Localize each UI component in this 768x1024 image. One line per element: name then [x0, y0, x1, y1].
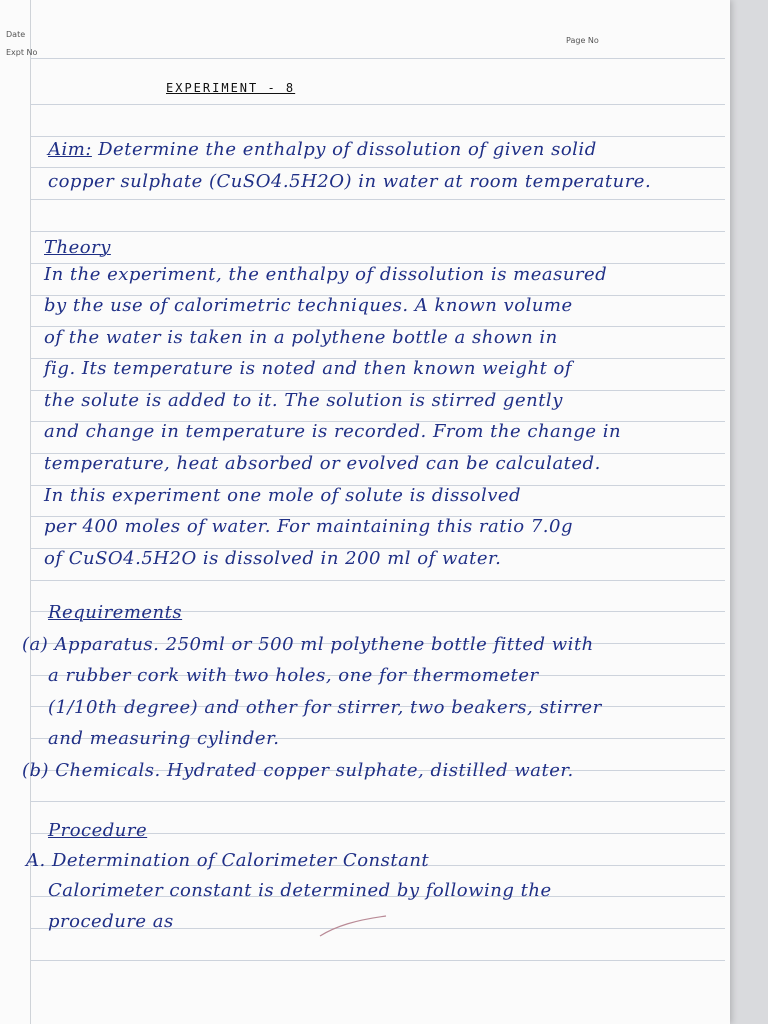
aim-line-1: Determine the enthalpy of dissolution of given solid — [98, 139, 597, 160]
rule-line — [30, 801, 725, 802]
apparatus-line: and measuring cylinder. — [48, 728, 280, 749]
apparatus-line: a rubber cork with two holes, one for thermometer — [48, 665, 539, 686]
theory-line: and change in temperature is recorded. From the change in — [44, 421, 622, 442]
procedure-subheading: A. Determination of Calorimeter Constant — [26, 850, 430, 871]
theory-line: In the experiment, the enthalpy of dissolution is measured — [44, 264, 608, 285]
apparatus-line: (1/10th degree) and other for stirrer, two beakers, stirrer — [48, 697, 602, 718]
procedure-heading: Procedure — [48, 820, 148, 841]
rule-line — [30, 960, 725, 961]
aim-line-2: copper sulphate (CuSO4.5H2O) in water at room temperature. — [48, 171, 652, 192]
date-label: Date — [6, 30, 26, 39]
theory-line: by the use of calorimetric techniques. A known volume — [44, 295, 573, 316]
theory-heading: Theory — [44, 237, 111, 258]
theory-line: per 400 moles of water. For maintaining this ratio 7.0g — [44, 516, 573, 537]
theory-line: fig. Its temperature is noted and then known weight of — [44, 358, 573, 379]
rule-line — [30, 167, 725, 168]
rule-line — [30, 136, 725, 137]
rule-line — [30, 199, 725, 200]
procedure-line: procedure as — [48, 911, 174, 932]
rule-line — [30, 58, 725, 59]
apparatus-line: (a) Apparatus. 250ml or 500 ml polythene bottle fitted with — [22, 634, 594, 655]
rule-line — [30, 231, 725, 232]
rule-line — [30, 104, 725, 105]
expt-no-label: Expt No — [6, 48, 38, 57]
theory-line: In this experiment one mole of solute is dissolved — [44, 485, 522, 506]
pen-stroke-mark — [316, 912, 396, 942]
page-title: EXPERIMENT - 8 — [166, 81, 296, 95]
requirements-heading: Requirements — [48, 602, 183, 623]
background-right — [730, 0, 768, 1024]
page-no-label: Page No — [566, 36, 599, 45]
aim-label: Aim: — [48, 139, 92, 160]
rule-line — [30, 580, 725, 581]
theory-line: of CuSO4.5H2O is dissolved in 200 ml of water. — [44, 548, 502, 569]
theory-line: the solute is added to it. The solution is stirred gently — [44, 390, 563, 411]
theory-line: of the water is taken in a polythene bottle a shown in — [44, 327, 558, 348]
theory-line: temperature, heat absorbed or evolved can be calculated. — [44, 453, 601, 474]
chemicals-line: (b) Chemicals. Hydrated copper sulphate, distilled water. — [22, 760, 574, 781]
procedure-line: Calorimeter constant is determined by following the — [48, 880, 552, 901]
aim-row — [48, 139, 597, 160]
